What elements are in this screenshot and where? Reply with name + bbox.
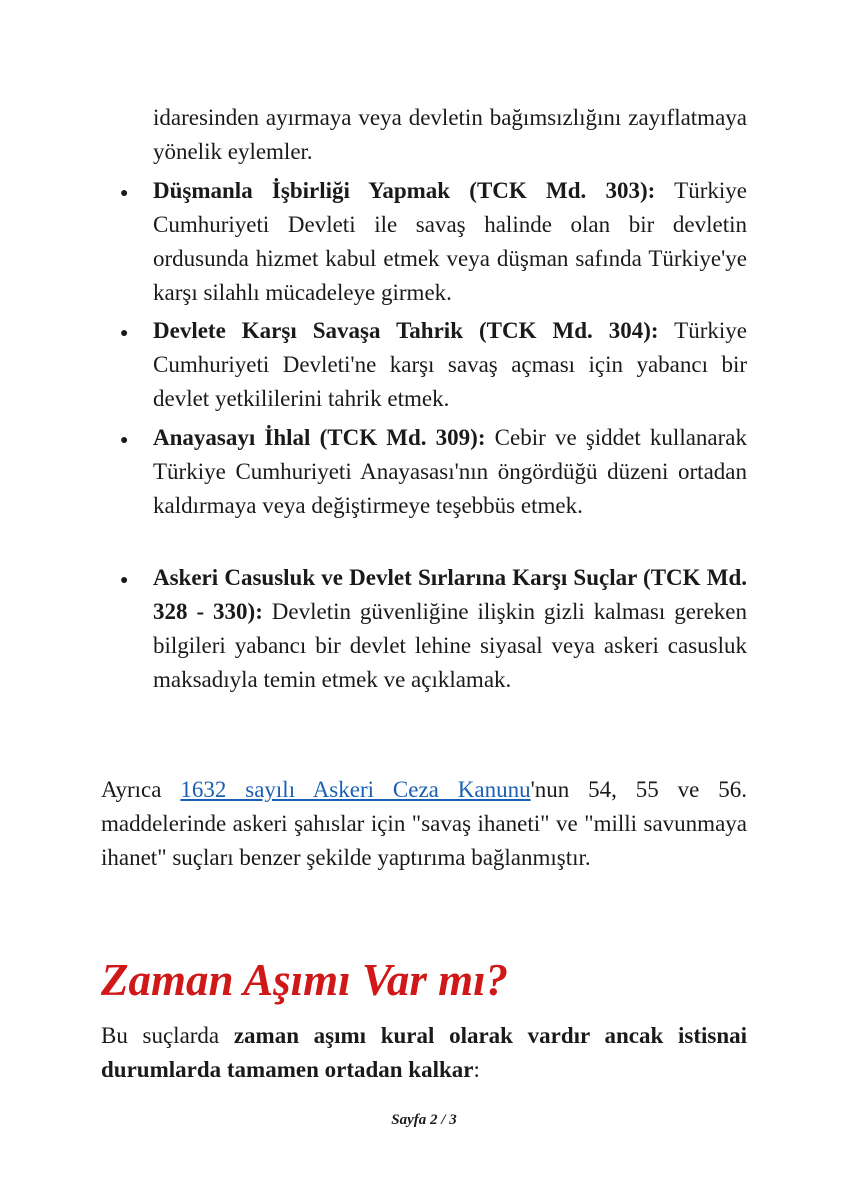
list-item-text: Türkiye Cumhuriyeti Devleti ile savaş halinde olan bir devletin ordusunda hizmet kabul etmek veya düşman safında Türkiye'ye karşı silahlı mücadeleye girmek. [153,178,747,305]
list-item-title: Düşmanla İşbirliği Yapmak (TCK Md. 303): [153,178,656,203]
paragraph-text-after: 'nun 54, 55 ve 56. maddelerinde askeri şahıslar için "savaş ihaneti" ve "milli savunmaya ihanet" suçları benzer şekilde yaptırıma bağlanmıştır. [101,777,748,870]
intro-paragraph [101,1019,747,1087]
continued-list-text: idaresinden ayırmaya veya devletin bağımsızlığını zayıflatmaya yönelik eylemler. [153,105,747,164]
list-item-text: Devletin güvenliğine ilişkin gizli kalması gereken bilgileri yabancı bir devlet lehine siyasal veya askeri casusluk maksadıyla temin etmek ve açıklamak. [153,599,747,692]
bullet-icon: ● [120,186,129,201]
list-item-title: Askeri Casusluk ve Devlet Sırlarına Karşı Suçlar (TCK Md. 328 - 330): [153,565,747,624]
bullet-icon: ● [120,573,129,588]
bullet-icon: ● [120,326,129,341]
list-item-text: Türkiye Cumhuriyeti Devleti'ne karşı savaş açması için yabancı bir devlet yetkililerini tahrik etmek. [153,318,747,411]
list-item-title: Anayasayı İhlal (TCK Md. 309): [153,425,486,450]
intro-bold-text: zaman aşımı kural olarak vardır ancak istisnai durumlarda tamamen ortadan kalkar [101,1023,748,1082]
intro-text-after: : [473,1057,480,1082]
list-item-tck-304 [153,314,747,416]
military-code-paragraph [101,773,747,875]
list-item-tck-328-330 [153,561,747,697]
list-item-title: Devlete Karşı Savaşa Tahrik (TCK Md. 304): [153,318,659,343]
list-item-tck-309 [153,421,747,523]
intro-text-before: Bu suçlarda [101,1023,234,1048]
bullet-icon: ● [120,433,129,448]
list-item-text: Cebir ve şiddet kullanarak Türkiye Cumhuriyeti Anayasası'nın öngördüğü düzeni ortadan kaldırmaya veya değiştirmeye teşebbüs etmek. [153,425,747,518]
askeri-ceza-kanunu-link[interactable]: 1632 sayılı Askeri Ceza Kanunu [180,777,531,802]
page-number-footer: Sayfa 2 / 3 [391,1112,457,1128]
paragraph-text-before: Ayrıca [101,777,181,802]
list-item-tck-303 [153,174,747,310]
section-heading: Zaman Aşımı Var mı? [101,955,509,1005]
